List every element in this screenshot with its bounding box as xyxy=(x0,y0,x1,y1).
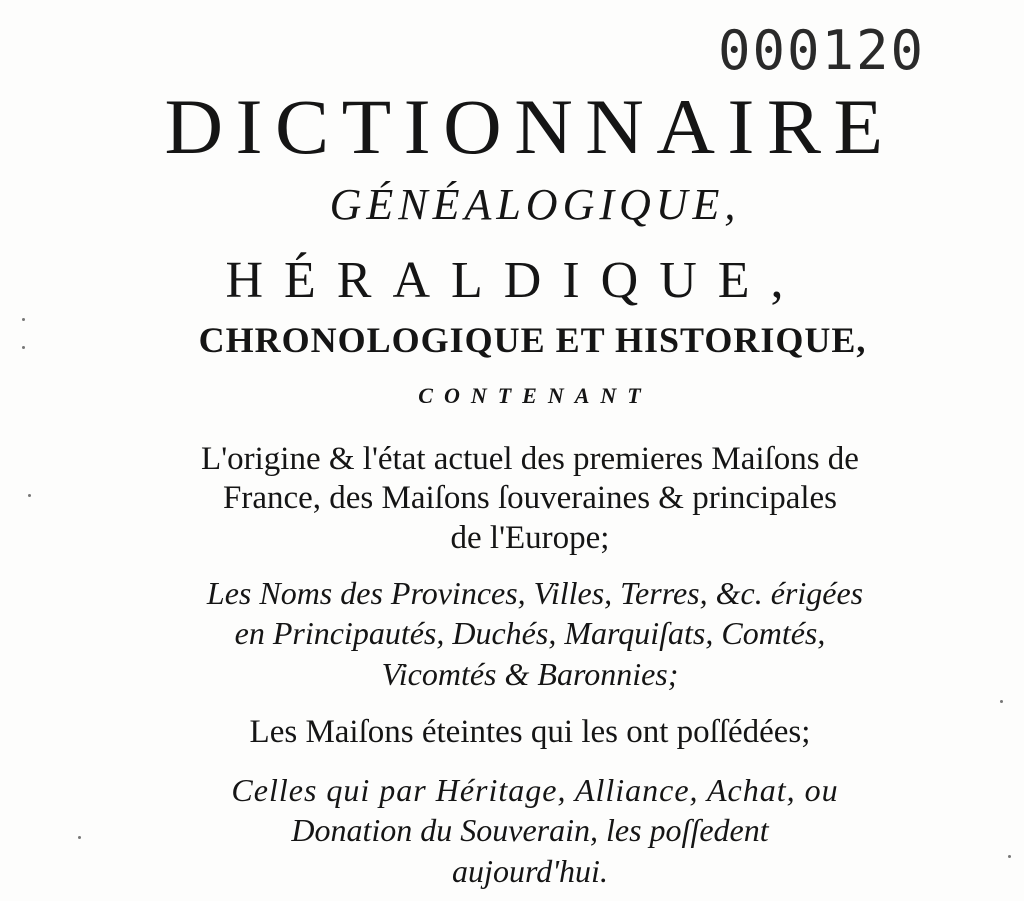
page-title: DICTIONNAIRE xyxy=(164,83,896,170)
subtitle-heraldique: HÉRALDIQUE, xyxy=(225,252,805,309)
scan-speck xyxy=(1000,700,1003,703)
subtitle-chronologique: CHRONOLOGIQUE ET HISTORIQUE, xyxy=(198,320,867,360)
italic-line: Vicomtés & Baronnies; xyxy=(381,656,679,692)
library-stamp-number: 000120 xyxy=(718,19,926,82)
italic-line: Les Noms des Provinces, Villes, Terres, &c. érigées xyxy=(206,575,864,611)
scan-speck xyxy=(22,346,25,349)
scan-speck xyxy=(1008,855,1011,858)
scan-speck xyxy=(78,836,81,839)
italic-line: Celles qui par Héritage, Alliance, Achat, ou xyxy=(231,772,839,808)
italic-line: en Principautés, Duchés, Marquiſats, Comtés, xyxy=(234,615,826,651)
body-line: de l'Europe; xyxy=(450,520,610,556)
italic-line: aujourd'hui. xyxy=(452,853,608,889)
scan-speck xyxy=(28,494,31,497)
subtitle-genealogique: GÉNÉALOGIQUE, xyxy=(329,180,741,229)
body-line: France, des Maiſons ſouveraines & principales xyxy=(223,480,837,516)
body-line: Les Maiſons éteintes qui les ont poſſédées; xyxy=(249,714,811,750)
italic-line: Donation du Souverain, les poſſedent xyxy=(291,812,769,848)
body-line: L'origine & l'état actuel des premieres Maiſons de xyxy=(201,441,859,477)
scan-speck xyxy=(22,318,25,321)
contenant-heading: CONTENANT xyxy=(418,383,652,408)
